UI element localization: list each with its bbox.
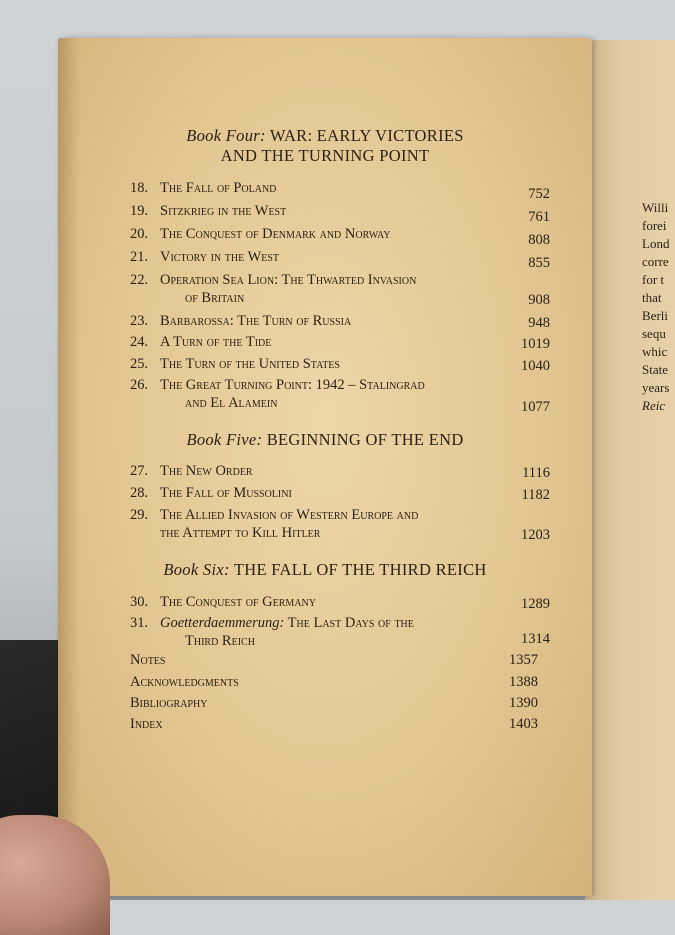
facing-line: for t	[642, 272, 665, 287]
book-four-title-line1: WAR: EARLY VICTORIES	[269, 126, 464, 145]
chapter-number: 24.	[130, 334, 149, 350]
book-five-heading	[58, 430, 592, 450]
chapter-title-italic: Goetterdaemmerung:	[160, 615, 285, 631]
chapter-number: 23.	[130, 313, 149, 329]
chapter-title-continued: Third Reich	[185, 633, 255, 649]
chapter-title-continued: and El Alamein	[185, 395, 278, 411]
chapter-title: The Turn of the United States	[160, 356, 340, 372]
chapter-title: The Great Turning Point: 1942 – Stalingrad	[160, 377, 425, 393]
back-matter-label: Notes	[130, 652, 166, 668]
chapter-title-continued: the Attempt to Kill Hitler	[160, 525, 321, 541]
facing-line: that	[642, 290, 662, 305]
book-six-title: THE FALL OF THE THIRD REICH	[233, 560, 487, 579]
chapter-number: 19.	[130, 203, 149, 219]
facing-line: forei	[642, 218, 667, 233]
book-four-prefix: Book Four:	[186, 126, 266, 145]
chapter-number: 22.	[130, 272, 149, 288]
chapter-title: Barbarossa: The Turn of Russia	[160, 313, 352, 329]
back-matter-page: 1403	[509, 716, 538, 732]
chapter-number: 28.	[130, 485, 149, 501]
facing-line: State	[642, 362, 668, 377]
book-six-heading	[58, 560, 592, 580]
chapter-number: 18.	[130, 180, 149, 196]
back-matter-page: 1357	[509, 652, 538, 668]
chapter-page: 1077	[521, 399, 550, 415]
chapter-page: 1116	[522, 465, 550, 481]
book-four-title-line2: AND THE TURNING POINT	[220, 146, 430, 165]
back-matter-label: Index	[130, 716, 163, 732]
chapter-page: 1182	[521, 487, 550, 503]
contents-page	[58, 38, 592, 896]
chapter-number: 25.	[130, 356, 149, 372]
chapter-page: 948	[528, 315, 550, 331]
back-matter-label: Bibliography	[130, 695, 208, 711]
chapter-title: The Conquest of Denmark and Norway	[160, 226, 391, 242]
chapter-title: A Turn of the Tide	[160, 334, 272, 350]
book-six-prefix: Book Six:	[163, 560, 230, 579]
chapter-title: Victory in the West	[160, 249, 280, 265]
facing-line: sequ	[642, 326, 666, 341]
facing-line: corre	[642, 254, 669, 269]
chapter-title: The Conquest of Germany	[160, 594, 316, 610]
chapter-title: The Allied Invasion of Western Europe and	[160, 507, 419, 523]
facing-page	[585, 40, 675, 900]
facing-line: Reic	[642, 398, 666, 413]
chapter-title-rest: The Last Days of the	[284, 615, 414, 631]
chapter-page: 855	[528, 255, 550, 271]
chapter-number: 21.	[130, 249, 149, 265]
facing-line: whic	[642, 344, 668, 359]
chapter-title: Sitzkrieg in the West	[160, 203, 287, 219]
back-matter-label: Acknowledgments	[130, 674, 239, 690]
chapter-title	[160, 614, 414, 632]
facing-line: Berli	[642, 308, 668, 323]
book-five-title: BEGINNING OF THE END	[266, 430, 464, 449]
book-five-prefix: Book Five:	[186, 430, 263, 449]
chapter-title: The New Order	[160, 463, 253, 479]
chapter-number: 27.	[130, 463, 149, 479]
chapter-page: 808	[528, 232, 550, 248]
back-matter-page: 1390	[509, 695, 538, 711]
chapter-page: 1019	[521, 336, 550, 352]
chapter-page: 761	[528, 209, 550, 225]
chapter-number: 31.	[130, 615, 149, 631]
chapter-number: 30.	[130, 594, 149, 610]
chapter-page: 1203	[521, 527, 550, 543]
facing-line: Willi	[642, 200, 669, 215]
chapter-page: 752	[528, 186, 550, 202]
facing-line: years	[642, 380, 670, 395]
facing-line: Lond	[642, 236, 670, 251]
chapter-title-continued: of Britain	[185, 290, 245, 306]
chapter-title: The Fall of Mussolini	[160, 485, 292, 501]
chapter-page: 1040	[521, 358, 550, 374]
chapter-page: 908	[528, 292, 550, 308]
chapter-page: 1314	[521, 631, 550, 647]
chapter-number: 26.	[130, 377, 149, 393]
chapter-title: Operation Sea Lion: The Thwarted Invasion	[160, 272, 417, 288]
chapter-number: 29.	[130, 507, 149, 523]
back-matter-page: 1388	[509, 674, 538, 690]
chapter-number: 20.	[130, 226, 149, 242]
book-four-heading	[58, 126, 592, 166]
chapter-title: The Fall of Poland	[160, 180, 277, 196]
chapter-page: 1289	[521, 596, 550, 612]
